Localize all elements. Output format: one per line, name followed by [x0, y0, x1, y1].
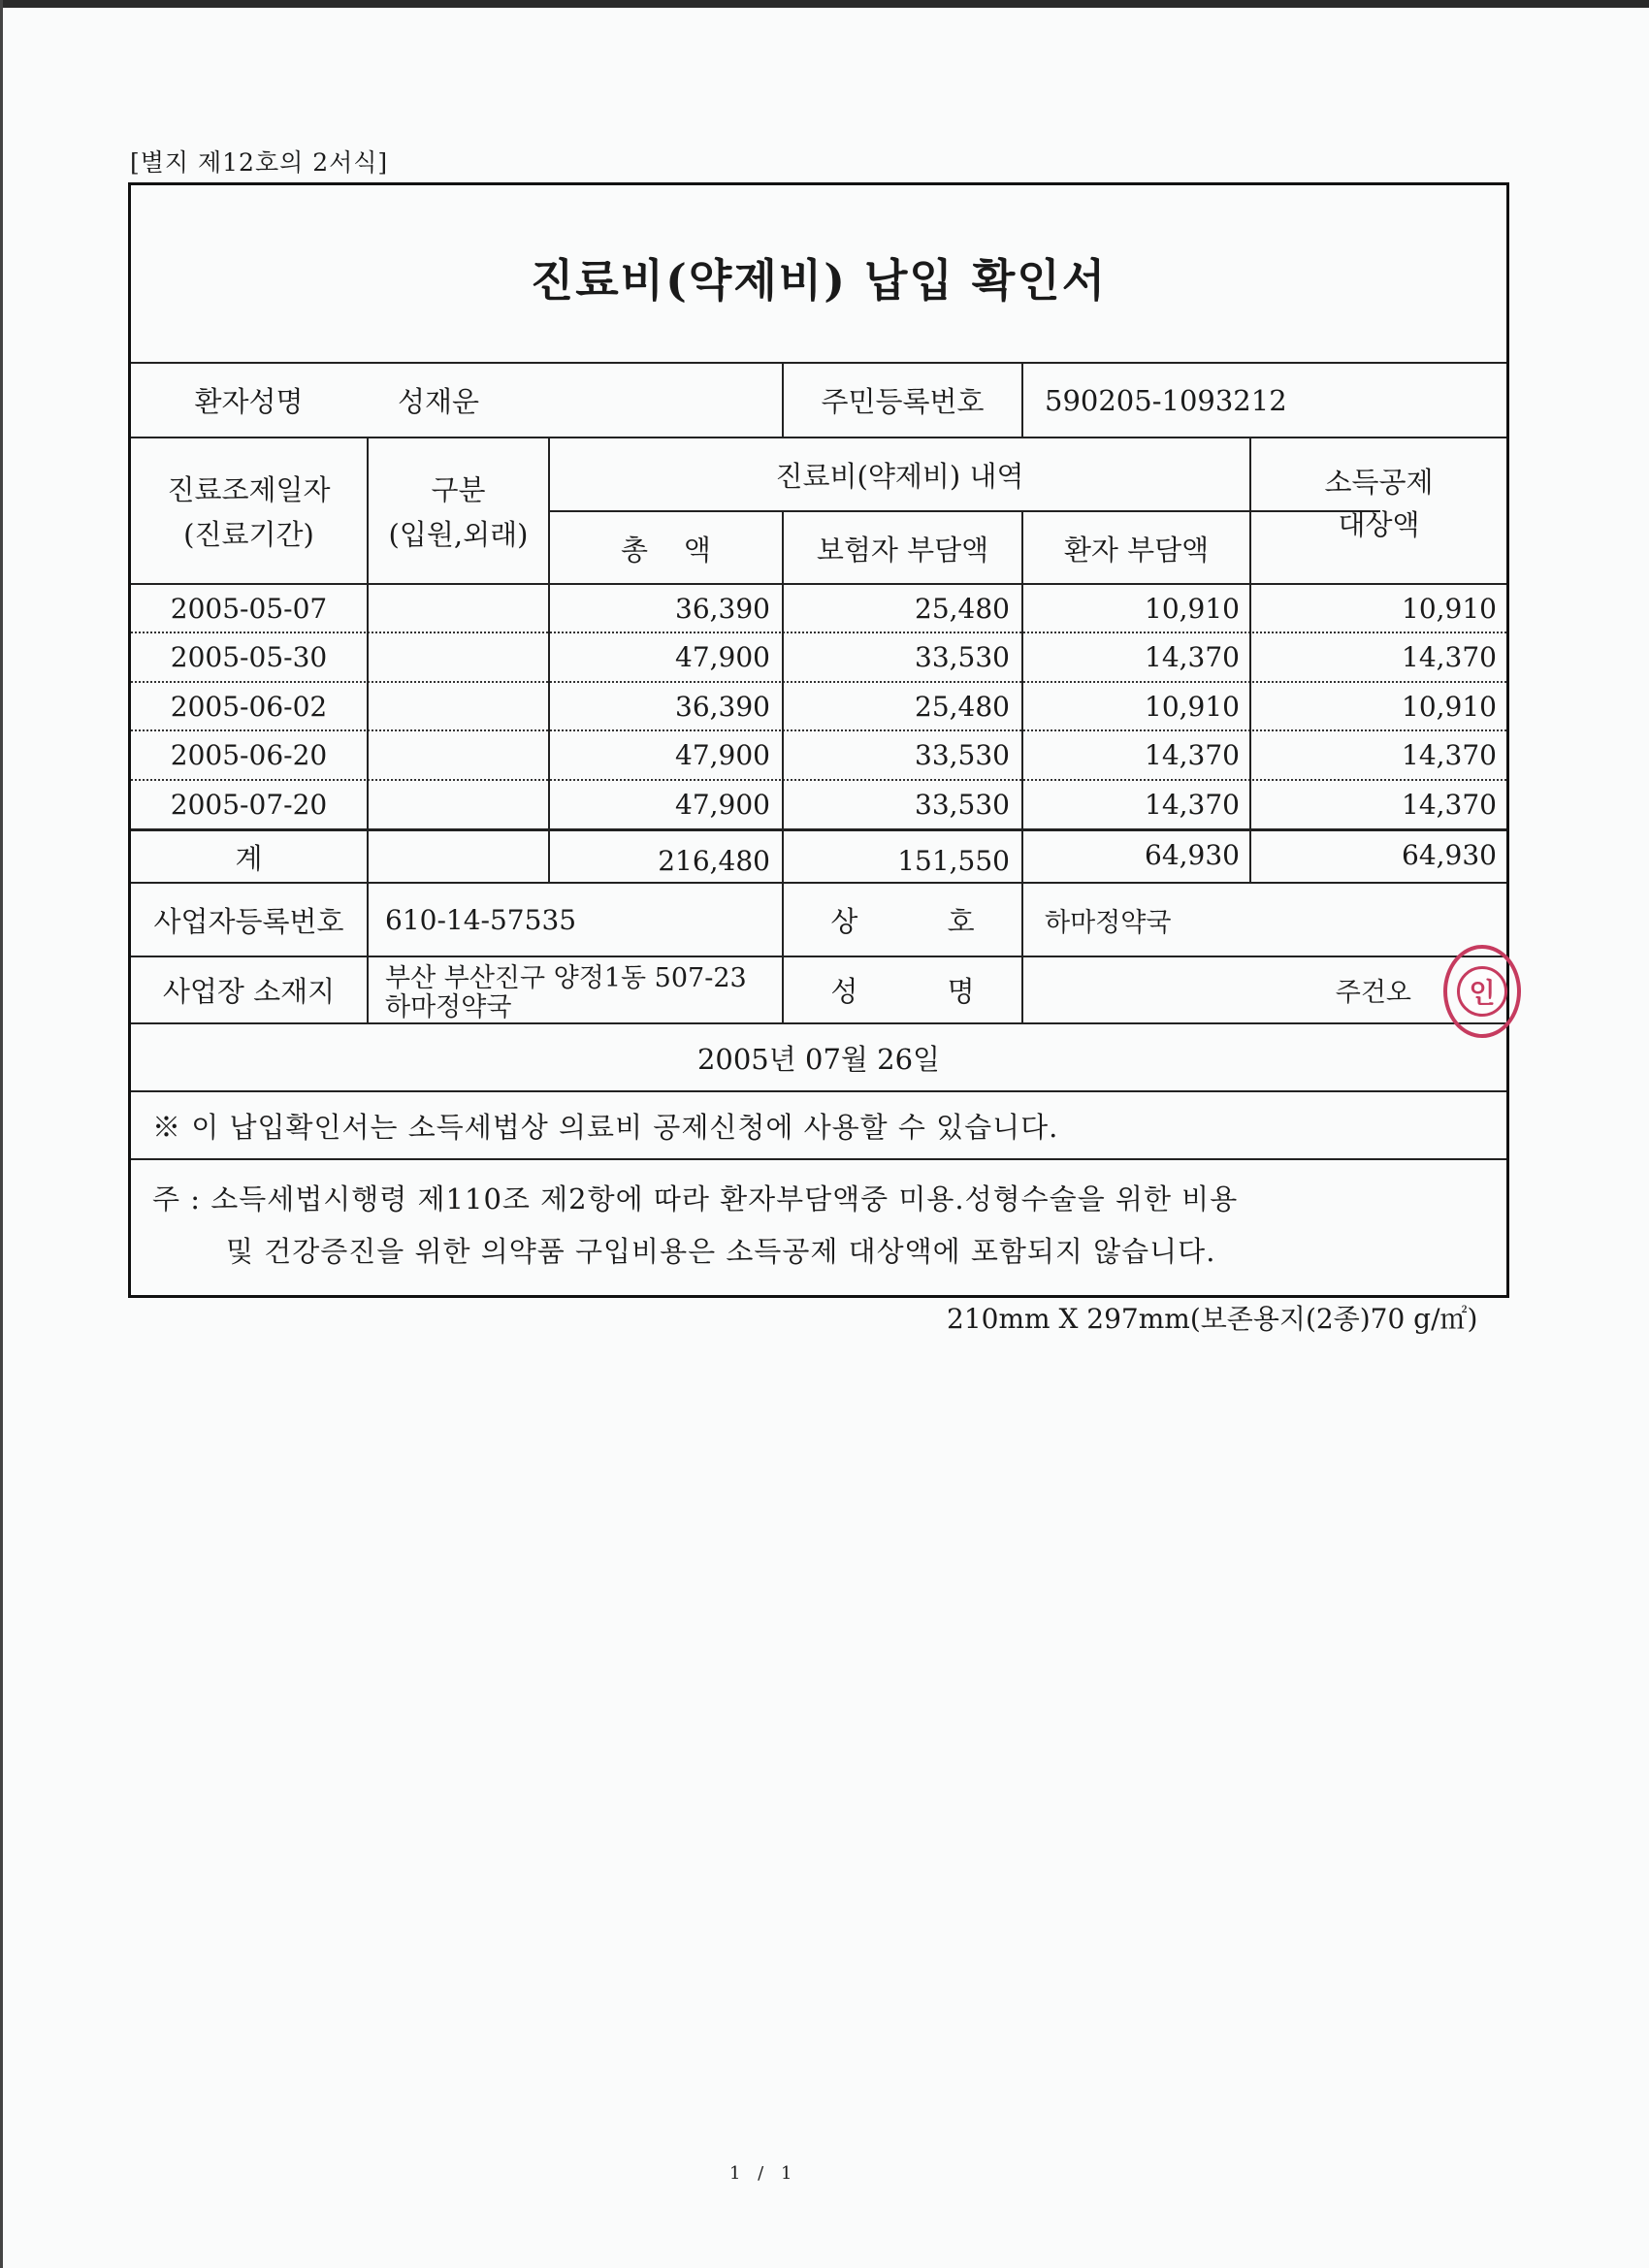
patient-id: 590205-1093212 [1045, 383, 1287, 417]
header-deduct-line2: 대상액 [1338, 507, 1420, 541]
sum-patient: 64,930 [1145, 838, 1240, 871]
row-date: 2005-07-20 [170, 788, 328, 821]
row-total: 47,900 [675, 738, 770, 771]
sum-total: 216,480 [658, 844, 770, 877]
business-trade-name: 하마정약국 [1045, 907, 1172, 938]
business-reg-number: 610-14-57535 [385, 903, 577, 936]
header-breakdown: 진료비(약제비) 내역 [775, 459, 1024, 493]
business-rep-label: 성 명 [830, 975, 975, 1008]
patient-name: 성재운 [398, 385, 480, 418]
paper-spec: 210mm X 297mm(보존용지(2종)70 g/㎡) [947, 1303, 1478, 1335]
row-deductible: 10,910 [1402, 690, 1497, 723]
seal-inner: 인 [1457, 966, 1507, 1017]
row-insurer: 33,530 [915, 738, 1010, 771]
row-deductible: 14,370 [1402, 640, 1497, 673]
row-patient: 14,370 [1145, 738, 1240, 771]
row-patient: 10,910 [1145, 592, 1240, 625]
scan-left-edge [0, 0, 3, 2268]
sum-deductible: 64,930 [1402, 838, 1497, 871]
header-type-line1: 구분 [431, 472, 486, 506]
sum-insurer: 151,550 [897, 844, 1010, 877]
row-total: 36,390 [675, 690, 770, 723]
receipt-form [128, 182, 1509, 1298]
form-label: [별지 제12호의 2서식] [130, 148, 389, 177]
header-total: 총 액 [621, 533, 711, 567]
row-total: 36,390 [675, 592, 770, 625]
row-total: 47,900 [675, 788, 770, 821]
patient-id-label: 주민등록번호 [821, 385, 985, 418]
issue-date: 2005년 07월 26일 [696, 1042, 941, 1076]
col-rule-4a [1021, 362, 1023, 438]
row-deductible: 14,370 [1402, 788, 1497, 821]
patient-name-label: 환자성명 [194, 385, 304, 418]
notice-text: ※ 이 납입확인서는 소득세법상 의료비 공제신청에 사용할 수 있습니다. [152, 1110, 1059, 1144]
row-deductible: 10,910 [1402, 592, 1497, 625]
business-rep-name: 주건오 [1335, 978, 1411, 1008]
row-date: 2005-05-07 [170, 592, 328, 625]
header-deduct-line1: 소득공제 [1324, 465, 1434, 499]
row-type [369, 683, 548, 729]
row-total: 47,900 [675, 640, 770, 673]
business-address-label: 사업장 소재지 [162, 975, 336, 1008]
row-date: 2005-05-30 [170, 640, 328, 673]
row-type [369, 781, 548, 827]
footnote-line2: 및 건강증진을 위한 의약품 구입비용은 소득공제 대상액에 포함되지 않습니다. [226, 1234, 1216, 1268]
header-patient-share: 환자 부담액 [1063, 533, 1210, 567]
row-insurer: 33,530 [915, 640, 1010, 673]
business-address-line2: 하마정약국 [385, 991, 512, 1022]
header-type-line2: (입원,외래) [388, 517, 529, 551]
header-date-line2: (진료기간) [183, 517, 314, 551]
row-insurer: 25,480 [915, 690, 1010, 723]
row-deductible: 14,370 [1402, 738, 1497, 771]
rule-below-notice [131, 1158, 1506, 1160]
row-patient: 10,910 [1145, 690, 1240, 723]
row-type [369, 731, 548, 778]
row-date: 2005-06-20 [170, 738, 328, 771]
footnote-line1: 주 : 소득세법시행령 제110조 제2항에 따라 환자부담액중 미용.성형수술을 위한 비용 [152, 1182, 1239, 1215]
seal-stamp [1443, 945, 1521, 1038]
row-date: 2005-06-02 [170, 690, 328, 723]
row-type [369, 633, 548, 680]
header-insurer: 보험자 부담액 [816, 533, 989, 567]
business-reg-label: 사업자등록번호 [153, 904, 344, 938]
row-patient: 14,370 [1145, 788, 1240, 821]
row-type [369, 585, 548, 632]
scan-top-edge [0, 0, 1649, 8]
rule-below-patient [131, 437, 1506, 438]
sum-label: 계 [235, 841, 263, 875]
business-address-line1: 부산 부산진구 양정1동 507-23 [385, 962, 747, 993]
page-number: 1 / 1 [729, 2163, 798, 2184]
document-title: 진료비(약제비) 납입 확인서 [530, 254, 1108, 307]
business-trade-label: 상 호 [830, 904, 975, 938]
row-insurer: 33,530 [915, 788, 1010, 821]
row-patient: 14,370 [1145, 640, 1240, 673]
row-insurer: 25,480 [915, 592, 1010, 625]
header-date-line1: 진료조제일자 [167, 472, 331, 506]
